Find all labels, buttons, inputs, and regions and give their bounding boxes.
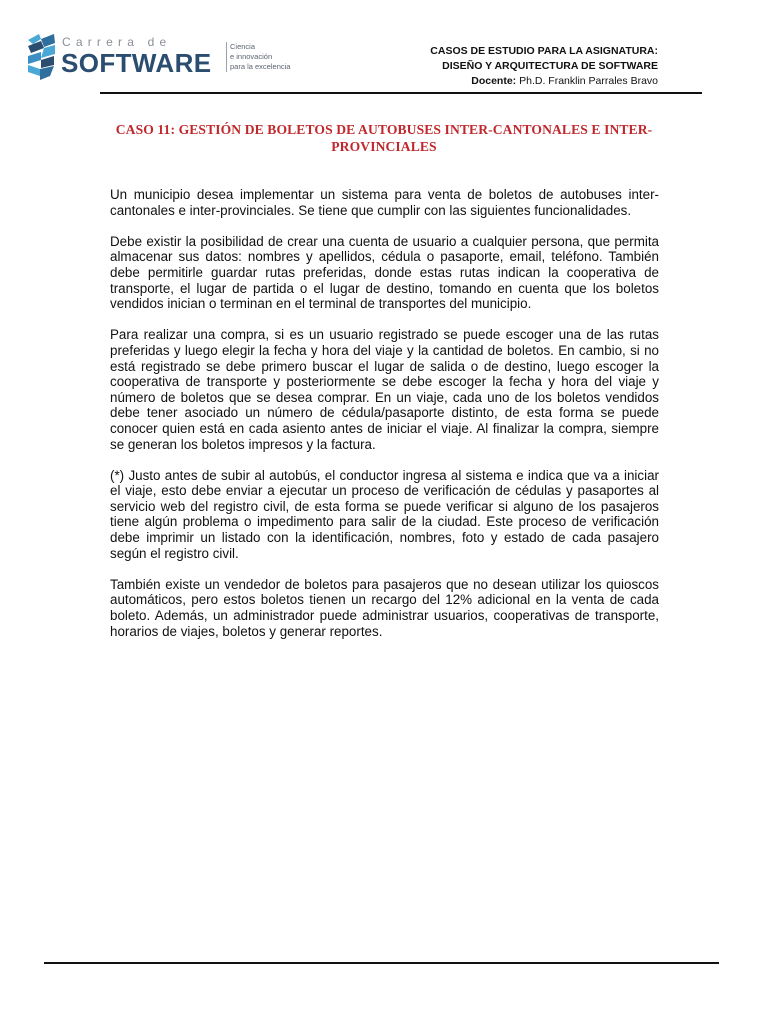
- software-career-logo: [24, 34, 291, 82]
- page-header: [0, 0, 768, 95]
- logo-tagline-line: e innovación: [230, 52, 273, 61]
- course-info: [430, 44, 658, 89]
- case-title: CASO 11: GESTIÓN DE BOLETOS DE AUTOBUSES INTER-CANTONALES E INTER-PROVINCIALES: [115, 122, 653, 154]
- course-line-2: DISEÑO Y ARQUITECTURA DE SOFTWARE: [442, 60, 658, 72]
- header-divider: [100, 92, 702, 94]
- logo-tagline-line: Ciencia: [230, 42, 256, 51]
- docent-label: Docente:: [471, 75, 517, 87]
- docent-line: [430, 74, 658, 89]
- docent-name: Ph.D. Franklin Parrales Bravo: [519, 75, 658, 87]
- body-paragraph: También existe un vendedor de boletos para pasajeros que no desean utilizar los quioscos automáticos, pero estos boletos tienen un recargo del 12% adicional en la venta de cada boleto. Además, un administrador puede administrar usuarios, cooperativas de transporte, horarios de viajes, boletos y generar reportes.: [110, 576, 659, 639]
- case-body: [110, 187, 659, 655]
- footer-divider: [44, 962, 719, 964]
- logo-tagline-line: para la excelencia: [230, 62, 291, 71]
- logo-big-text: SOFTWARE: [61, 48, 212, 78]
- logo-small-text: Carrera de: [62, 35, 172, 49]
- body-paragraph: Debe existir la posibilidad de crear una cuenta de usuario a cualquier persona, que permita almacenar sus datos: nombres y apellidos, cédula o pasaporte, email, teléfono. También debe permitirle guardar rutas preferidas, donde estas rutas indican la cooperativa de transporte, el lugar de partida o el lugar de destino, tomando en cuenta que los boletos vendidos inician o terminan en el terminal de transportes del municipio.: [110, 233, 659, 312]
- logo-divider: [226, 42, 227, 72]
- body-paragraph: (*) Justo antes de subir al autobús, el conductor ingresa al sistema e indica que va a iniciar el viaje, esto debe enviar a ejecutar un proceso de verificación de cédulas y pasaportes al servicio web del registro civil, de esta forma se puede verificar si alguno de los pasajeros tiene algún problema o impedimento para salir de la ciudad. Este proceso de verificación debe imprimir un listado con la identificación, nombres, foto y estado de cada pasajero según el registro civil.: [110, 467, 659, 561]
- logo-mark-icon: [24, 34, 58, 80]
- course-line-1: CASOS DE ESTUDIO PARA LA ASIGNATURA:: [430, 45, 658, 57]
- body-paragraph: Para realizar una compra, si es un usuario registrado se puede escoger una de las rutas preferidas y luego elegir la fecha y hora del viaje y la cantidad de boletos. En cambio, si no está registrado se debe primero buscar el lugar de salida o de destino, luego escoger la cooperativa de transporte y posteriormente se debe escoger la fecha y hora del viaje y número de boletos que se desea comprar. En un viaje, cada uno de los boletos vendidos debe tener asociado un número de cédula/pasaporte distinto, de esta forma se puede conocer quien está en cada asiento antes de iniciar el viaje. Al finalizar la compra, siempre se generan los boletos impresos y la factura.: [110, 327, 659, 452]
- body-paragraph: Un municipio desea implementar un sistema para venta de boletos de autobuses inter-cantonales e inter-provinciales. Se tiene que cumplir con las siguientes funcionalidades.: [110, 187, 659, 218]
- logo-tagline: [230, 42, 290, 72]
